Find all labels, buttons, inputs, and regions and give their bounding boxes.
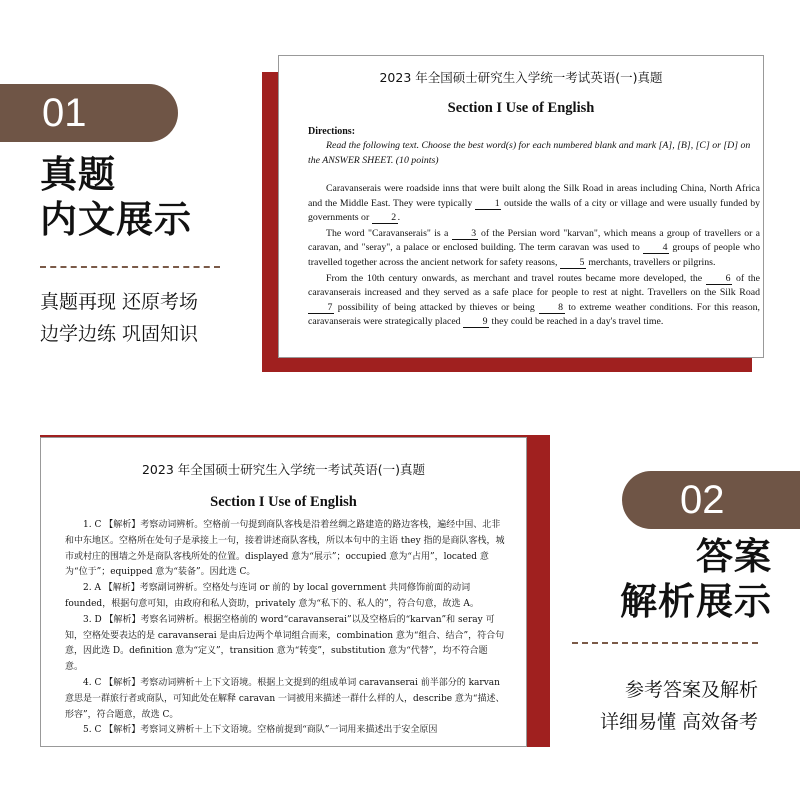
passage-text: groups of people who travelled together across the ancient network for safety reasons, (308, 242, 761, 268)
answer-item: 2. A 【解析】考察副词辨析。空格处与连词 or 前的 by local government 共同修饰前面的动词 founded，根据句意可知，由政府和私人资助，privately 意为“私下的、私人的”，符合句意，故选 A。 (65, 583, 479, 609)
heading-answer-analysis (620, 534, 772, 624)
passage-text: of the Persian word "karvan", which means a group of travellers or a caravan, and "seray", a palace or enclosed building. The term caravan was used to (308, 227, 760, 254)
passage-text: . (397, 212, 401, 224)
passage-text: possibility of being attacked by thieves or being (337, 301, 535, 313)
passage-paragraph (308, 182, 760, 226)
blank-number: 5 (560, 257, 586, 269)
divider-dashed (40, 266, 220, 268)
tagline-line-2: 边学边练 巩固知识 (40, 323, 199, 345)
passage-paragraph (308, 227, 760, 271)
directions-text: Read the following text. Choose the best word(s) for each numbered blank and mark [A], [B], [C] or [D] on the ANSWER SHEET. (10 points) (308, 140, 751, 166)
passage-text: outside the walls of a city or village and were usually funded by governments or (308, 197, 761, 224)
blank-number: 1 (475, 198, 501, 210)
answer-page-preview (40, 437, 527, 747)
blank-number: 7 (308, 302, 334, 314)
blank-number: 2 (372, 212, 398, 224)
answer-explanations (65, 518, 505, 739)
section-badge-02 (622, 471, 800, 529)
passage-text: From the 10th century onwards, as merchant and travel routes became more developed, the (326, 272, 703, 284)
answer-item: 4. C 【解析】考察动词辨析＋上下文语境。根据上文提到的组成单词 caravanserai 前半部分的 karvan 意思是一群旅行者或商队，可知此处在解释 caravan 一词被用来描述一群什么样的人，describe 意为“描述、形容”，符合题意，故选 C。 (65, 677, 505, 720)
blank-number: 6 (706, 273, 732, 285)
exam-title: 2023 年全国硕士研究生入学统一考试英语(一)真题 (379, 70, 663, 85)
tagline-line-1: 真题再现 还原考场 (40, 291, 199, 313)
answer-item: 3. D 【解析】考察名词辨析。根据空格前的 word“caravanserai”以及空格后的“karvan”和 seray 可知，空格处要表达的是 caravanserai 是由后边两个单词组合而来，combination 意为“组合、结合”，符合句意，因此选 D。definition 意为“定义”，transition 意为“转变”，substitution 意为“代替”，均不符合题意。 (65, 614, 505, 673)
passage-paragraph (308, 272, 760, 330)
tagline-right (600, 674, 758, 738)
blank-number: 9 (463, 316, 489, 328)
passage-text: merchants, travellers or pilgrins. (588, 256, 716, 268)
exam-title: 2023 年全国硕士研究生入学统一考试英语(一)真题 (141, 462, 426, 477)
answer-item: 1. C 【解析】考察动词辨析。空格前一句提到商队客栈是沿着丝绸之路建造的路边客栈，遍经中国、北非和中东地区。空格所在处句子是承接上一句，接着讲述商队客栈，所以本句中的主语 they 指的是商队客栈，城市或村庄的围墙之外是商队客栈所处的位置。displayed 意为“展示”；occupied 意为“占用”，located 意为“位于”；equipped 意为“装备”。因此选 C。 (65, 520, 505, 578)
heading-line-1: 真题 (40, 153, 116, 196)
heading-line-2: 内文展示 (40, 198, 192, 241)
directions-heading: Directions: (308, 126, 356, 137)
badge-number: 02 (680, 478, 725, 522)
heading-line-1: 答案 (696, 535, 772, 578)
blank-number: 8 (539, 302, 565, 314)
passage (308, 182, 760, 331)
passage-text: they could be reached in a day's travel time. (491, 316, 664, 328)
passage-text: The word "Caravanserais" is a (326, 227, 449, 239)
blank-number: 3 (452, 228, 478, 240)
heading-line-2: 解析展示 (620, 580, 772, 623)
exam-page-preview (278, 55, 764, 358)
divider-dashed (572, 642, 758, 644)
tagline-line-1: 参考答案及解析 (624, 679, 758, 701)
passage-text: Caravanserais were roadside inns that were built along the Silk Road in areas including China, North Africa and the Middle East. They were typically (308, 183, 760, 209)
answer-item: 5. C 【解析】考察词义辨析＋上下文语境。空格前提到“商队”一词用来描述出于安全原因 (83, 725, 438, 736)
badge-number: 01 (42, 91, 87, 135)
tagline-left (40, 286, 198, 350)
heading-exam-content (40, 152, 192, 242)
tagline-line-2: 详细易懂 高效备考 (599, 711, 758, 733)
passage-text: of the caravanserais increased and they served as a safe place for people to rest at night. Travellers on the Silk Road (308, 272, 760, 299)
blank-number: 4 (643, 242, 669, 254)
section-heading: Section I Use of English (210, 494, 357, 510)
section-heading: Section I Use of English (447, 100, 595, 116)
passage-text: to extreme weather conditions. For this reason, caravanserais were strategically placed (308, 301, 761, 328)
section-badge-01 (0, 84, 178, 142)
